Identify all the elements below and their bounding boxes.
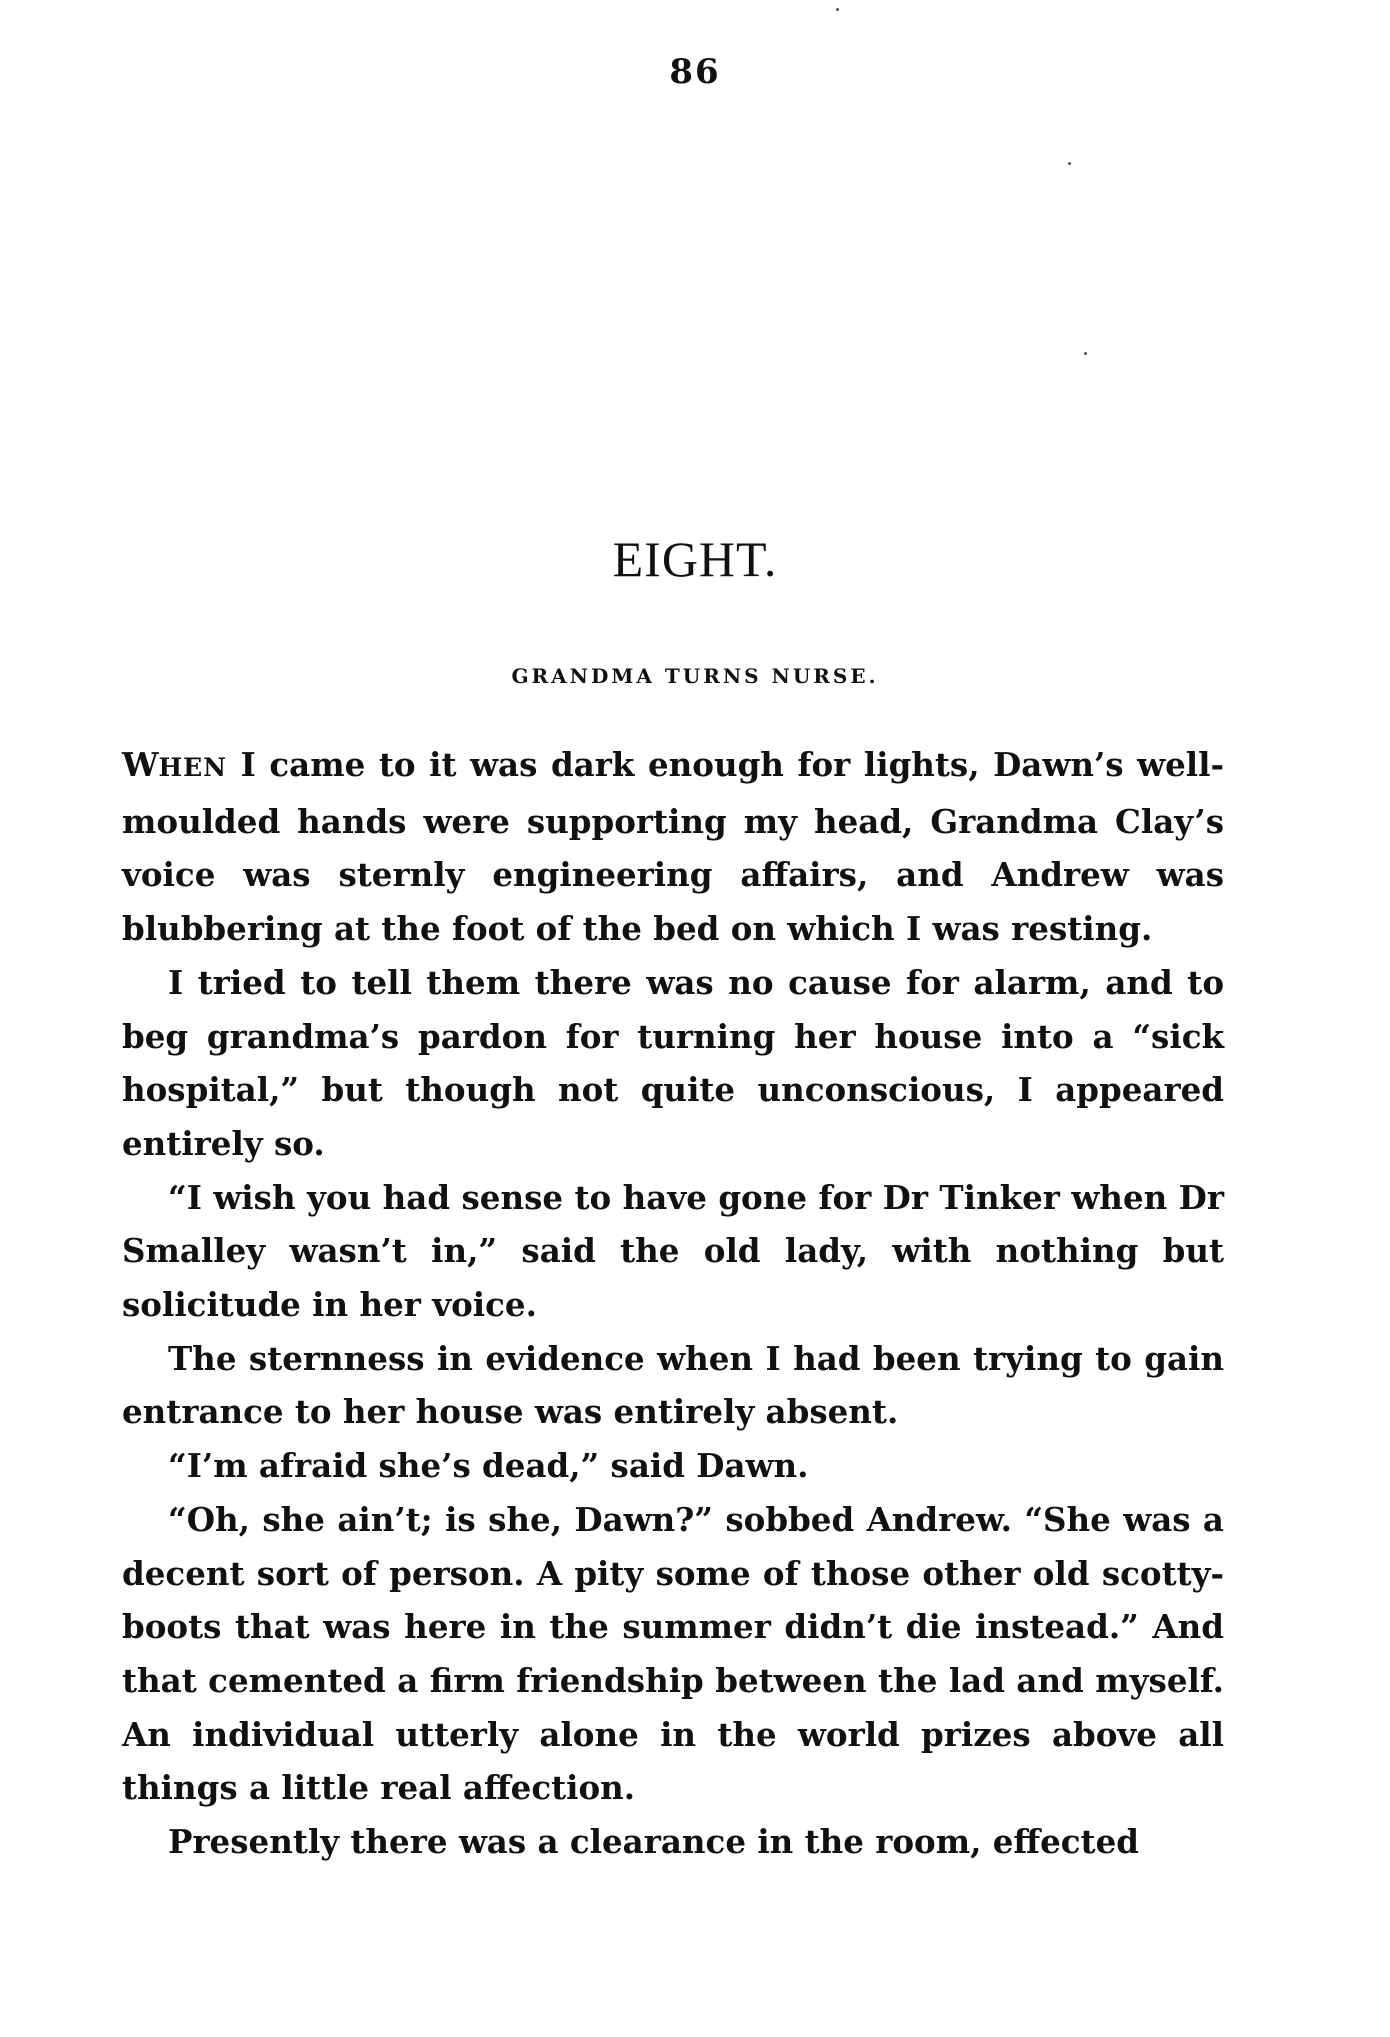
chapter-body xyxy=(122,738,1224,1869)
page-number: 86 xyxy=(669,52,721,92)
chapter-subtitle: GRANDMA TURNS NURSE. xyxy=(511,664,879,688)
paper-speck xyxy=(1084,352,1087,355)
paragraph-5: “I’m afraid she’s dead,” said Dawn. xyxy=(168,1446,809,1486)
paper-speck xyxy=(1068,162,1071,165)
paragraph-1-text: I came to it was dark enough for lights, Dawn’s well-moulded hands were supporting my head, Grandma Clay’s voice was sternly engineering affairs, and Andrew was blubbering at the foot of the bed on which I was resting. xyxy=(122,745,1224,949)
paragraph-7: Presently there was a clearance in the room, effected xyxy=(168,1822,1139,1862)
paragraph-2: I tried to tell them there was no cause for alarm, and to beg grandma’s pardon for turning her house into a “sick hospital,” but though not quite unconscious, I appeared entirely so. xyxy=(122,962,1224,1163)
drop-word-rest: HEN xyxy=(158,753,228,782)
paragraph-4: The sternness in evidence when I had been trying to gain entrance to her house was entirely absent. xyxy=(122,1338,1224,1432)
drop-word-initial: W xyxy=(122,745,159,784)
paper-speck xyxy=(836,8,839,11)
paragraph-1 xyxy=(122,738,1224,956)
paragraph-6: “Oh, she ain’t; is she, Dawn?” sobbed Andrew. “She was a decent sort of person. A pity some of those other old scotty-boots that was here in the summer didn’t die instead.” And that cemented a firm friendship between the lad and myself. An individual utterly alone in the world prizes above all things a little real affection. xyxy=(122,1499,1224,1808)
chapter-title: EIGHT. xyxy=(612,531,778,587)
paragraph-3: “I wish you had sense to have gone for Dr Tinker when Dr Smalley wasn’t in,” said the old lady, with nothing but solicitude in her voice. xyxy=(122,1177,1224,1325)
